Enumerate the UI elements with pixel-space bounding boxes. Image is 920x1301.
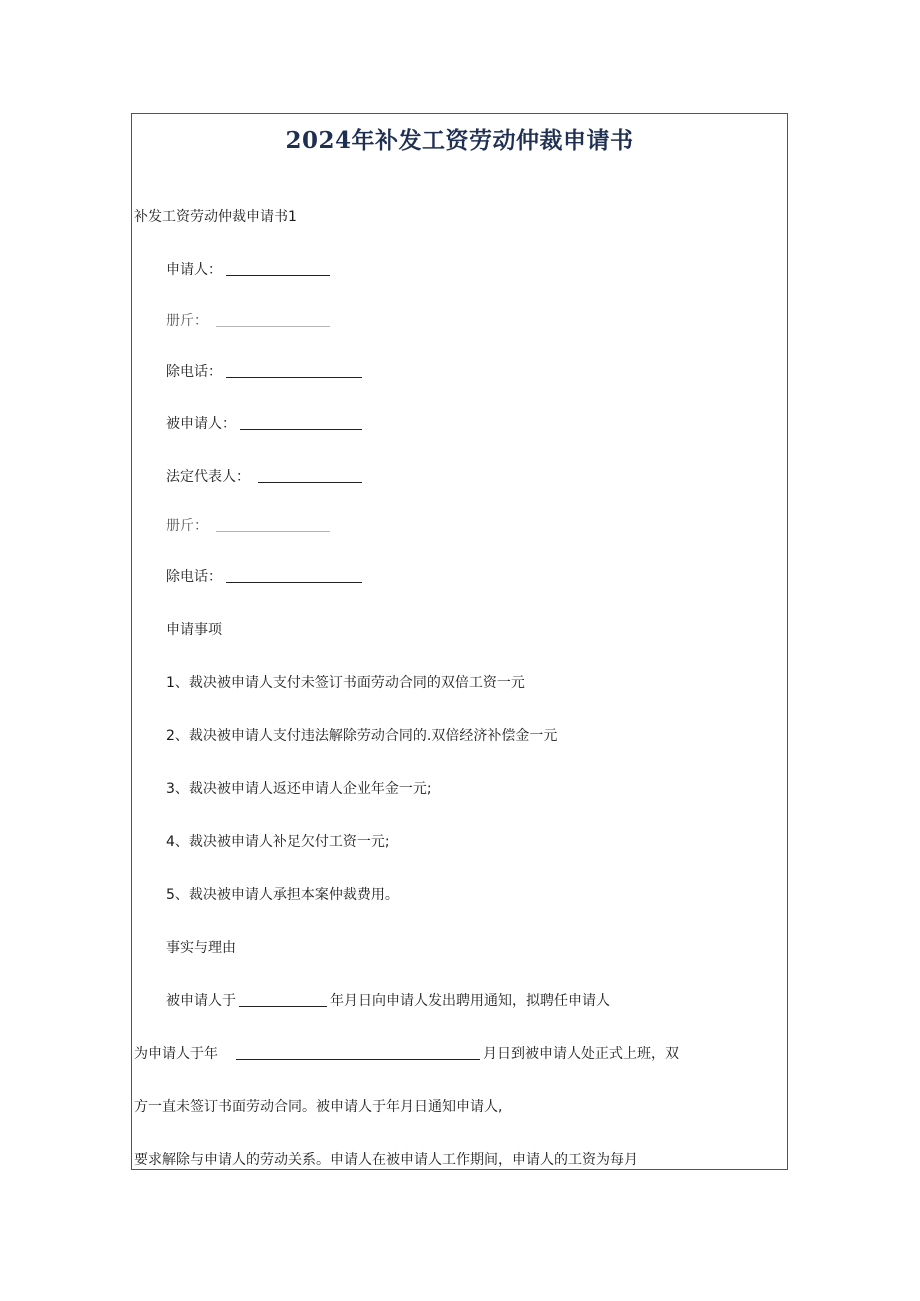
applicant-name-row [166, 260, 330, 280]
respondent-address-label: 册斤： [166, 518, 208, 534]
applicant-address-blank[interactable] [216, 312, 330, 327]
facts-paragraph-2-end: 月日到被申请人处正式上班，双 [483, 1046, 679, 1062]
facts-paragraph-3: 方一直未签订书面劳动合同。被申请人于年月日通知申请人, [134, 1099, 503, 1115]
applicant-phone-blank[interactable] [226, 363, 362, 378]
respondent-legal-rep-blank[interactable] [258, 468, 362, 483]
claim-item-4: 4、裁决被申请人补足欠付工资一元; [166, 834, 390, 850]
applicant-phone-row [166, 362, 362, 382]
claim-item-1: 1、裁决被申请人支付未签订书面劳动合同的双倍工资一元 [166, 675, 525, 691]
facts-heading: 事实与理由 [166, 940, 236, 956]
applicant-address-row [166, 311, 330, 331]
start-date-blank[interactable] [236, 1045, 480, 1060]
document-subtitle: 补发工资劳动仲裁申请书1 [134, 209, 297, 225]
respondent-name-blank[interactable] [240, 415, 362, 430]
applicant-name-label: 申请人： [166, 262, 222, 278]
document-title: 2024年补发工资劳动仲裁申请书 [285, 127, 634, 154]
respondent-legal-rep-label: 法定代表人： [166, 469, 250, 485]
claim-item-3: 3、裁决被申请人返还申请人企业年金一元; [166, 781, 432, 797]
respondent-address-blank[interactable] [216, 517, 330, 532]
facts-paragraph-1-start: 被申请人于 [166, 993, 236, 1009]
respondent-phone-label: 除电话： [166, 569, 222, 585]
respondent-name-label: 被申请人： [166, 416, 236, 432]
hire-date-blank[interactable] [239, 992, 327, 1007]
claim-item-2: 2、裁决被申请人支付违法解除劳动合同的.双倍经济补偿金一元 [166, 728, 558, 744]
claim-item-5: 5、裁决被申请人承担本案仲裁费用。 [166, 887, 399, 903]
facts-paragraph-1-end: 年月日向申请人发出聘用通知，拟聘任申请人 [330, 993, 610, 1009]
respondent-phone-row [166, 567, 362, 587]
respondent-name-row [166, 414, 362, 434]
facts-paragraph-1 [166, 991, 610, 1011]
facts-paragraph-2-start: 为申请人于年 [134, 1046, 218, 1062]
claims-heading: 申请事项 [166, 622, 222, 638]
respondent-address-row [166, 516, 330, 536]
respondent-phone-blank[interactable] [226, 568, 362, 583]
facts-paragraph-4: 要求解除与申请人的劳动关系。申请人在被申请人工作期间，申请人的工资为每月 [134, 1152, 638, 1168]
applicant-address-label: 册斤： [166, 313, 208, 329]
applicant-phone-label: 除电话： [166, 364, 222, 380]
respondent-legal-rep-row [166, 467, 362, 487]
facts-paragraph-2 [134, 1044, 679, 1064]
applicant-name-blank[interactable] [226, 261, 330, 276]
